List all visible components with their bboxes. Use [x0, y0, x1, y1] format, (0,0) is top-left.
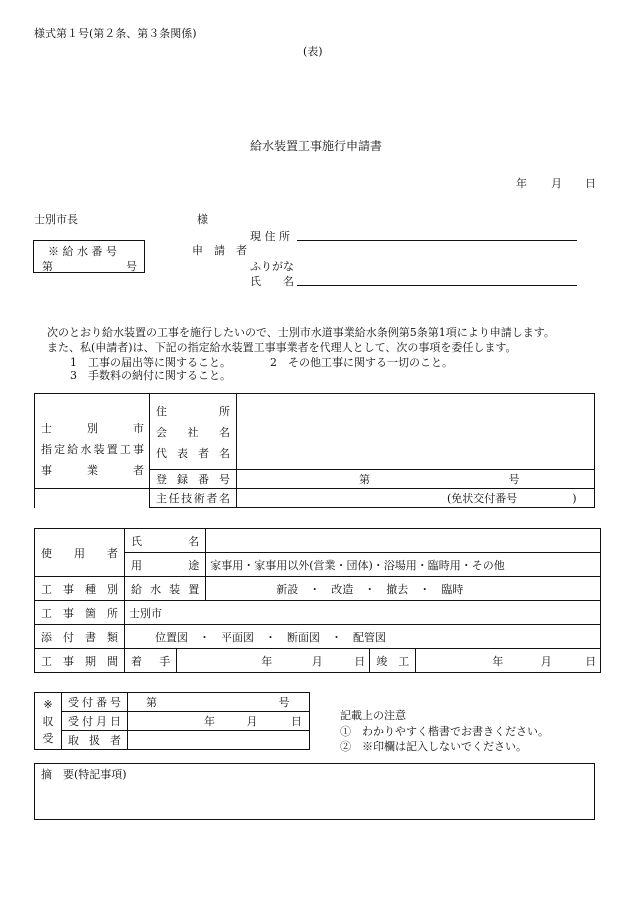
supply-number-dai: 第: [42, 260, 53, 273]
supply-number-go: 号: [126, 260, 137, 273]
notes-item2: ② ※印欄は記入しないでください。: [340, 740, 527, 753]
contractor-group-cell: [35, 394, 150, 489]
user-label: 使 用 者: [41, 546, 118, 560]
location-input[interactable]: 士別市: [125, 601, 601, 625]
registration-go: 号: [508, 473, 520, 486]
start-month: 月: [311, 654, 323, 668]
usage-label: 用 途: [125, 553, 206, 577]
furigana-label: ふりがな: [250, 260, 294, 273]
statement-item2: 2 その他工事に関する一切のこと。: [270, 356, 453, 369]
end-year: 年: [492, 654, 504, 668]
user-name-input[interactable]: [206, 529, 601, 553]
date-month: 月: [551, 177, 562, 190]
name-label: 氏 名: [250, 275, 294, 288]
name-line[interactable]: [297, 285, 577, 286]
page-title: 給水装置工事施行申請書: [250, 139, 383, 153]
notes-item1: ① わかりやすく楷書でお書きください。: [340, 725, 549, 738]
date-day: 日: [585, 177, 596, 190]
contractor-group-line1: 士 別 市: [41, 422, 144, 435]
registration-label: 登 録 番 号: [150, 470, 237, 489]
receipt-number-label: 受付番号: [62, 693, 128, 712]
statement-line1: 次のとおり給水装置の工事を施行したいので、士別市水道事業給水条例第5条第1項により申請します。: [47, 326, 555, 339]
user-label-cell: [35, 529, 125, 577]
address-label: 現 住 所: [250, 230, 290, 243]
receipt-number-input[interactable]: [128, 693, 310, 712]
handler-label: 取 扱 者: [62, 731, 128, 750]
receipt-month: 月: [246, 715, 258, 728]
reception-side-cell: [35, 693, 62, 750]
user-name-label: 氏 名: [125, 529, 206, 553]
start-label: 着 手: [125, 649, 177, 673]
work-type-label: 工 事 種 別: [35, 577, 125, 601]
start-date-input[interactable]: [177, 649, 370, 673]
equipment-label: 給 水 装 置: [125, 577, 206, 601]
statement-line2: また、私(申請者)は、下記の指定給水装置工事事業者を代理人として、次の事項を委任します。: [47, 341, 517, 354]
attachments-options[interactable]: 位置図 ・ 平面図 ・ 断面図 ・ 配管図: [125, 625, 601, 649]
receipt-year: 年: [204, 715, 215, 728]
reception-mark: ※: [43, 697, 53, 711]
receipt-date-input[interactable]: [128, 712, 310, 731]
contractor-info-input[interactable]: [237, 394, 595, 470]
contractor-representative-label: 代 表 者 名: [156, 446, 230, 460]
contractor-table: [34, 393, 595, 508]
end-date-input[interactable]: [416, 649, 601, 673]
chief-engineer-label: 主任技術者名: [150, 489, 237, 508]
notes-title: 記載上の注意: [340, 709, 406, 722]
handler-input[interactable]: [128, 731, 310, 750]
receipt-day: 日: [291, 715, 302, 728]
remarks-box[interactable]: [34, 763, 595, 820]
form-number: 様式第１号(第２条、第３条関係): [34, 27, 197, 40]
end-day: 日: [585, 654, 597, 668]
chief-engineer-input[interactable]: [237, 489, 595, 508]
contractor-company-label: 会 社 名: [156, 425, 230, 439]
side-label: (表): [303, 45, 323, 58]
end-month: 月: [540, 654, 552, 668]
addressee-honorific: 様: [197, 213, 208, 226]
end-label: 竣 工: [370, 649, 416, 673]
receipt-date-label: 受付月日: [62, 712, 128, 731]
registration-dai: 第: [359, 473, 370, 486]
contractor-group-line2: 指定給水装置工事: [41, 443, 144, 456]
contractor-labels: [150, 394, 237, 470]
reception-char2: 受: [42, 731, 54, 745]
date-year: 年: [516, 177, 527, 190]
address-line[interactable]: [297, 240, 577, 241]
statement-item1: 1 工事の届出等に関すること。: [70, 356, 231, 369]
remarks-label: 摘 要(特記事項): [41, 768, 127, 781]
location-label: 工 事 箇 所: [35, 601, 125, 625]
receipt-dai: 第: [146, 696, 157, 709]
supply-number-label: ※ 給 水 番 号: [48, 245, 117, 258]
usage-options[interactable]: 家事用・家事用以外(営業・団体)・浴場用・臨時用・その他: [206, 553, 601, 577]
reception-char1: 収: [42, 714, 54, 728]
attachments-label: 添 付 書 類: [35, 625, 125, 649]
registration-input[interactable]: [237, 470, 595, 489]
license-number-label: (免状交付番号 ): [447, 492, 577, 505]
work-type-options[interactable]: 新設 ・ 改造 ・ 撤去 ・ 臨時: [206, 577, 601, 601]
receipt-go: 号: [278, 696, 290, 709]
reception-table: [34, 692, 310, 750]
statement-item3: 3 手数料の納付に関すること。: [70, 369, 231, 382]
start-day: 日: [354, 654, 366, 668]
start-year: 年: [261, 654, 273, 668]
applicant-label: 申 請 者: [192, 244, 247, 257]
period-label: 工 事 期 間: [35, 649, 125, 673]
supply-number-box[interactable]: [33, 240, 145, 273]
addressee: 士別市長: [34, 213, 78, 226]
work-table: [34, 528, 601, 673]
contractor-address-label: 住 所: [156, 404, 230, 418]
contractor-group-line3: 事 業 者: [41, 464, 144, 477]
